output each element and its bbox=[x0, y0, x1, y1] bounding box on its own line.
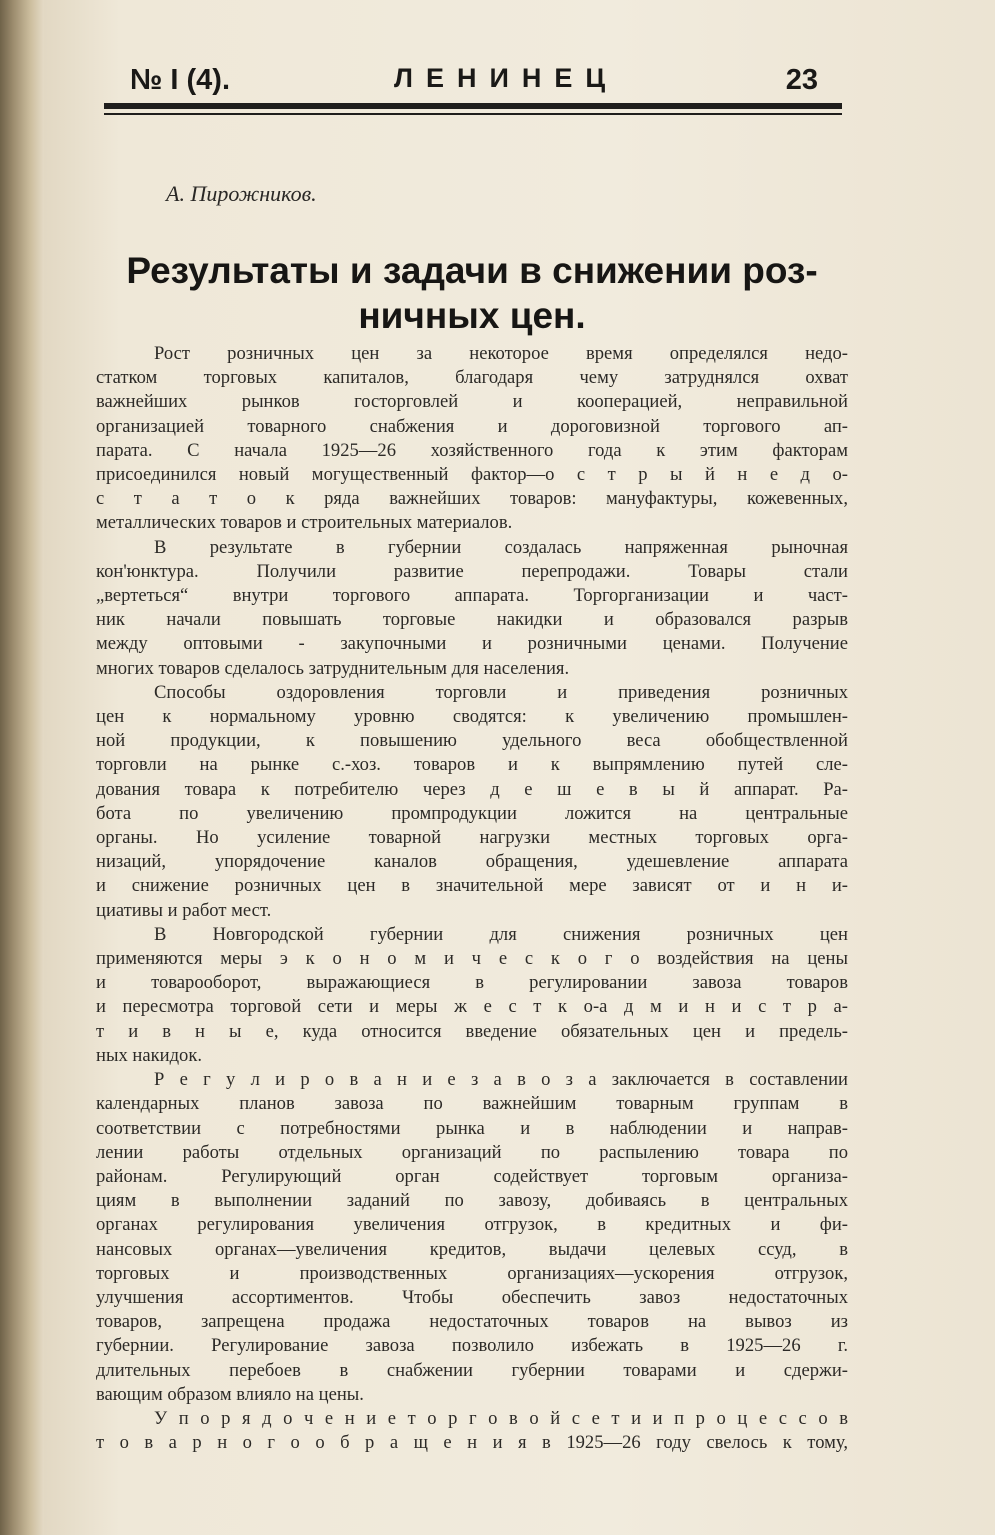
paragraph-line: органах регулирования увеличения отгрузок, в кредитных и фи- bbox=[96, 1214, 848, 1236]
journal-title: ЛЕНИНЕЦ bbox=[394, 63, 619, 93]
paragraph-line: многих товаров сделалось затруднительным для населения. bbox=[96, 657, 570, 679]
header-rule-thick bbox=[104, 103, 842, 109]
paragraph-line: кон'юнктура. Получили развитие перепродажи. Товары стали bbox=[96, 560, 848, 582]
paragraph-line: лении работы отдельных организаций по распылению товара по bbox=[96, 1141, 848, 1163]
paragraph-line: Рост розничных цен за некоторое время определялся недо- bbox=[154, 343, 848, 364]
paragraph-line: дования товара к потребителю через д е ш е в ы й аппарат. Ра- bbox=[96, 778, 848, 800]
paragraph-line: ной продукции, к повышению удельного веса обобществленной bbox=[96, 730, 848, 752]
paragraph-line: статком торговых капиталов, благодаря чему затруднялся охват bbox=[96, 367, 848, 389]
paragraph-line: между оптовыми - закупочными и розничными ценами. Получение bbox=[96, 633, 848, 655]
paragraph-line: „вертеться“ внутри торгового аппарата. Торгорганизации и част- bbox=[96, 585, 848, 607]
paragraph-line: Р е г у л и р о в а н и е з а в о з а заключается в составлении bbox=[154, 1069, 848, 1091]
paragraph-line: У п о р я д о ч е н и е т о р г о в о й с е т и и п р о ц е с с о в bbox=[154, 1407, 848, 1429]
paragraph-line: улучшения ассортиментов. Чтобы обеспечить завоз недостаточных bbox=[96, 1286, 848, 1308]
paragraph-line: длительных перебоев в снабжении губернии товарами и сдержи- bbox=[96, 1359, 848, 1381]
paragraph-line: бота по увеличению промпродукции ложится на центральные bbox=[96, 802, 848, 824]
paragraph-line: важнейших рынков госторговлей и кооперацией, неправильной bbox=[96, 391, 848, 413]
paragraph-line: губернии. Регулирование завоза позволило избежать в 1925—26 г. bbox=[96, 1335, 848, 1357]
paragraph-line: присоединился новый могущественный фактор—о с т р ы й н е д о- bbox=[96, 464, 848, 486]
paragraph-line: и снижение розничных цен в значительной мере зависят от и н и- bbox=[96, 875, 848, 897]
paragraph-line: нансовых органах—увеличения кредитов, выдачи целевых ссуд, в bbox=[96, 1238, 848, 1260]
paragraph-line: В Новгородской губернии для снижения розничных цен bbox=[154, 923, 848, 945]
paragraph-line: В результате в губернии создалась напряженная рыночная bbox=[154, 536, 848, 558]
paragraph-line: парата. С начала 1925—26 хозяйственного года к этим факторам bbox=[96, 439, 848, 461]
paragraph-line: ных накидок. bbox=[96, 1044, 203, 1066]
paragraph-line: Способы оздоровления торговли и приведения розничных bbox=[154, 681, 848, 703]
running-header bbox=[104, 58, 842, 102]
paragraph-line: низаций, упорядочение каналов обращения, удешевление аппарата bbox=[96, 851, 848, 873]
paragraph-line: календарных планов завоза по важнейшим товарным группам в bbox=[96, 1093, 848, 1115]
title-line: ничных цен. bbox=[358, 295, 586, 336]
paragraph-line: районам. Регулирующий орган содействует торговым организа- bbox=[96, 1165, 848, 1187]
paragraph-line: организацией товарного снабжения и дороговизной торгового ап- bbox=[96, 415, 848, 437]
paragraph-line: т и в н ы е, куда относится введение обязательных цен и предель- bbox=[96, 1020, 848, 1042]
book-binding-shadow bbox=[0, 0, 44, 1535]
paragraph-line: соответствии с потребностями рынка и в наблюдении и направ- bbox=[96, 1117, 848, 1139]
paragraph-line: циям в выполнении заданий по завозу, добиваясь в центральных bbox=[96, 1190, 848, 1212]
paragraph-line: торговых и производственных организациях—ускорения отгрузок, bbox=[96, 1262, 848, 1284]
page-number: 23 bbox=[785, 64, 818, 96]
article-title bbox=[92, 248, 852, 338]
paragraph-line: товаров, запрещена продажа недостаточных товаров на вывоз из bbox=[96, 1311, 848, 1333]
title-line: Результаты и задачи в снижении роз- bbox=[126, 250, 818, 291]
paragraph-line: с т а т о к ряда важнейших товаров: мануфактуры, кожевенных, bbox=[96, 488, 848, 510]
paragraph-line: металлических товаров и строительных материалов. bbox=[96, 512, 513, 534]
issue-number: № I (4). bbox=[130, 64, 230, 96]
paragraph-line: и товарооборот, выражающиеся в регулировании завоза товаров bbox=[96, 972, 848, 994]
paragraph-line: ник начали повышать торговые накидки и образовался разрыв bbox=[96, 609, 848, 631]
article-body bbox=[96, 342, 848, 1455]
author-name: А. Пирожников. bbox=[166, 181, 317, 206]
paragraph-line: циативы и работ мест. bbox=[96, 899, 272, 921]
paragraph-line: торговли на рынке с.-хоз. товаров и к выпрямлению путей сле- bbox=[96, 754, 848, 776]
paragraph-line: вающим образом влияло на цены. bbox=[96, 1383, 364, 1405]
paragraph-line: и пересмотра торговой сети и меры ж е с т к о-а д м и н и с т р а- bbox=[96, 996, 848, 1018]
paragraph-line: применяются меры э к о н о м и ч е с к о г о воздействия на цены bbox=[96, 948, 848, 970]
paragraph-line: органы. Но усиление товарной нагрузки местных торговых орга- bbox=[96, 827, 848, 849]
paragraph-line: т о в а р н о г о о б р а щ е н и я в 1925—26 году свелось к тому, bbox=[96, 1432, 848, 1454]
paragraph-line: цен к нормальному уровню сводятся: к увеличению промышлен- bbox=[96, 706, 848, 728]
header-rule-thin bbox=[104, 113, 842, 115]
